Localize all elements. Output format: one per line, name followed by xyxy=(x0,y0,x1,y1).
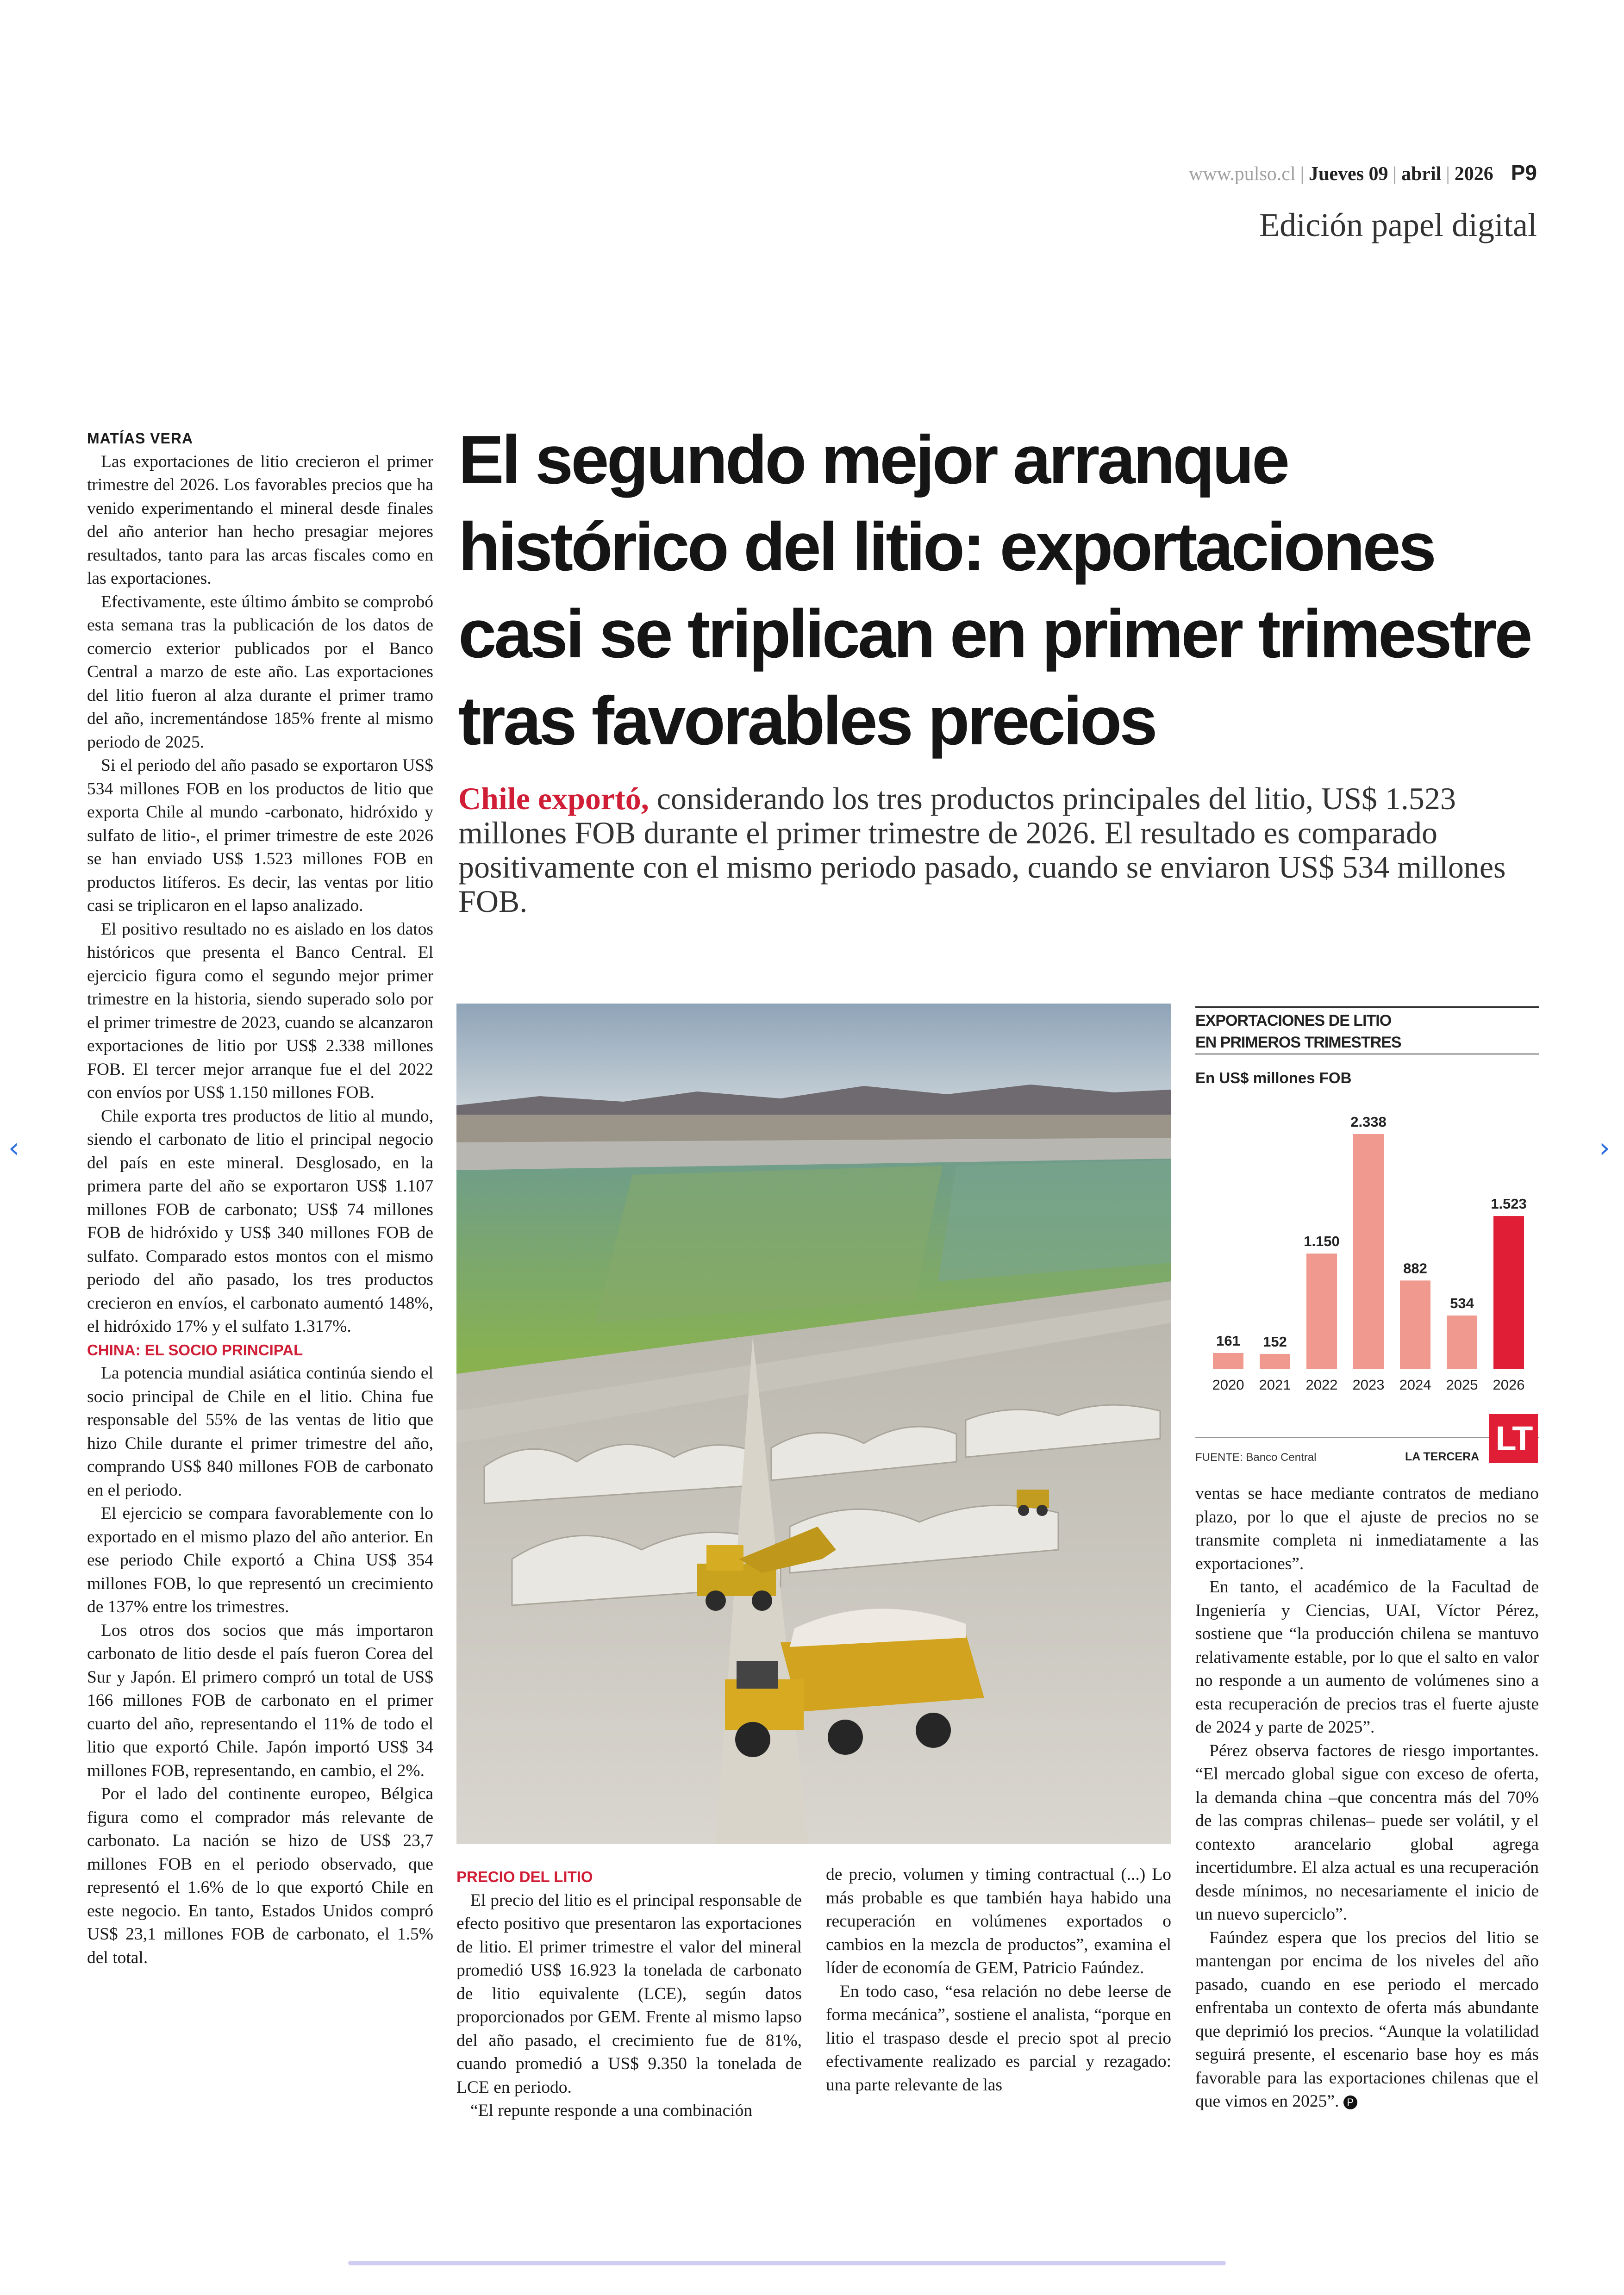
paragraph: El precio del litio es el principal responsable de efecto positivo que presentaron las exportaciones de litio. El primer trimestre el valor del mineral promedió US$ 16.923 la tonelada de carbonato de litio equivalente (LCE), según datos proporcionados por GEM. Frente al mismo lapso del año pasado, el crecimiento fue de 81%, cuando promedió a US$ 9.350 la tonelada de LCE en periodo. xyxy=(456,1890,802,2097)
paragraph: Pérez observa factores de riesgo importantes. “El mercado global sigue con exceso de oferta, la demanda china –que concentra más del 70% de las compras chilenas– puede ser volátil, y el contexto arancelario global agrega incertidumbre. El alza actual es una recuperación desde mínimos, no necesariamente el inicio de un nuevo superciclo”. xyxy=(1195,1741,1539,1924)
quote-close: ”. xyxy=(1327,2092,1339,2111)
value-label-2023: 2.338 xyxy=(1350,1114,1387,1130)
chart-brand: LA TERCERA xyxy=(1405,1450,1480,1463)
paragraph: Las exportaciones de litio crecieron el primer trimestre del 2026. Los favorables precios que ha venido experimentando el mineral desde finales del año anterior han hecho presagiar mejores resultados, tanto para las arcas fiscales como en las exportaciones. xyxy=(87,452,433,588)
folio-month: abril xyxy=(1401,163,1442,185)
byline: MATÍAS VERA xyxy=(87,430,194,447)
paragraph-text: En tanto, el académico de la Facultad de Ingeniería y Ciencias, UAI, Víctor Pérez, sostiene que “la producción chilena se mantuvo relativamente estable, por lo que el salto en valor no responde a un aumento de volúmenes sino a esta recuperación de precios tras el fuerte ajuste de 2024 y parte de 2025 xyxy=(1195,1578,1539,1737)
next-page-arrow-icon[interactable]: › xyxy=(1599,1132,1610,1164)
value-label-2020: 161 xyxy=(1216,1333,1240,1349)
value-label-2026: 1.523 xyxy=(1491,1196,1527,1212)
bar-2023 xyxy=(1353,1134,1384,1369)
chart-top-rule xyxy=(1195,1006,1539,1008)
paragraph: Si el periodo del año pasado se exportaron US$ 534 millones FOB en los productos de litio que exporta Chile al mundo -carbonato, hidróxido y sulfato de litio-, el primer trimestre de este 2026 se han enviado US$ 1.523 millones FOB en productos litíferos. Es decir, las ventas por litio casi se triplicaron en el lapso analizado. xyxy=(87,756,433,915)
paragraph: El positivo resultado no es aislado en los datos históricos que presenta el Banco Central. El ejercicio figura como el segundo mejor primer trimestre en la historia, siendo superado solo por el primer trimestre de 2023, cuando se alcanzaron exportaciones de litio por US$ 2.338 millones FOB. El tercer mejor arranque fue el del 2022 con envíos por US$ 1.150 millones FOB. xyxy=(87,919,433,1102)
paragraph: Efectivamente, este último ámbito se comprobó esta semana tras la publicación de los datos de comercio exterior publicados por el Banco Central a marzo de este año. Las exportaciones del litio fueron al alza durante el primer tramo del año, incrementándose 185% frente al mismo periodo de 2025. xyxy=(87,592,433,752)
bar-2024 xyxy=(1400,1280,1430,1369)
la-tercera-logo: LT xyxy=(1489,1414,1538,1463)
paragraph: Los otros dos socios que más importaron carbonato de litio desde el país fueron Corea del Sur y Japón. El primero compró un total de US$ 166 millones FOB de carbonato en el primer cuarto del año, representando el 11% de todo el litio que exportó Chile. Japón importó US$ 34 millones FOB, representando, en cambio, el 2%. xyxy=(87,1621,433,1780)
page-number: P9 xyxy=(1511,161,1537,185)
horizontal-scrollbar[interactable] xyxy=(348,2261,1226,2265)
chart-unit-label: En US$ millones FOB xyxy=(1195,1069,1352,1086)
chart-bottom-rule xyxy=(1195,1437,1539,1438)
folio-year: 2026 xyxy=(1454,163,1493,185)
column-3 xyxy=(826,1863,1171,2097)
paragraph xyxy=(1195,1576,1539,1740)
chart-title-line-1: EXPORTACIONES DE LITIO xyxy=(1195,1012,1392,1029)
category-label-2023: 2023 xyxy=(1352,1377,1385,1393)
chart-source: FUENTE: Banco Central xyxy=(1195,1451,1317,1464)
lede-rest: considerando los tres productos principales del litio, US$ 1.523 millones FOB durante el primer trimestre de 2026. El resultado es comparado positivamente con el mismo periodo pasado, cuando se enviaron US$ 534 millones FOB. xyxy=(458,781,1506,919)
value-label-2021: 152 xyxy=(1263,1333,1287,1350)
category-label-2022: 2022 xyxy=(1305,1377,1338,1393)
bar-2025 xyxy=(1447,1316,1477,1369)
bar-2020 xyxy=(1213,1353,1243,1369)
category-label-2020: 2020 xyxy=(1212,1377,1244,1393)
headline: El segundo mejor arranque histórico del litio: exportaciones casi se triplican en primer trimestre tras favorables precios xyxy=(458,422,1530,759)
folio-day: Jueves 09 xyxy=(1309,163,1388,185)
column-1 xyxy=(87,427,433,1970)
paragraph-text: Faúndez espera que los precios del litio se mantengan por encima de los niveles del año pasado, cuando en ese periodo el mercado enfrentaba un contexto de oferta más abundante que deprimió los precios. “Aunque la volatilidad seguirá presente, el escenario base hoy es más favorable para las exportaciones chilenas que el que vimos en 2025 xyxy=(1195,1928,1539,2111)
site-url: www.pulso.cl xyxy=(1189,163,1296,185)
paragraph: Chile exporta tres productos de litio al mundo, siendo el carbonato de litio el principal negocio del país en este mineral. Desglosado, en la primera parte del año se exportaron US$ 1.107 millones FOB de carbonato; US$ 74 millones FOB de hidróxido y US$ 340 millones FOB de sulfato. Comparado estos montos con el mismo periodo del año pasado, los tres productos crecieron en envíos, el carbonato aumentó 148%, el hidróxido 17% y el sulfato 1.317%. xyxy=(87,1106,433,1336)
paragraph: La potencia mundial asiática continúa siendo el socio principal de Chile en el litio. China fue responsable del 55% de las ventas de litio que hizo Chile durante el primer trimestre del año, comprando US$ 840 millones FOB de carbonato en el periodo. xyxy=(87,1364,433,1500)
value-label-2024: 882 xyxy=(1403,1260,1427,1277)
page-folio: www.pulso.cl | Jueves 09 | abril | 2026 P9 xyxy=(1189,161,1537,185)
bar-2026 xyxy=(1493,1216,1524,1369)
category-label-2026: 2026 xyxy=(1493,1377,1525,1393)
category-label-2024: 2024 xyxy=(1399,1377,1431,1393)
prev-page-arrow-icon[interactable]: ‹ xyxy=(8,1132,19,1164)
column-4 xyxy=(1195,1482,1539,2114)
paragraph: En todo caso, “esa relación no debe leerse de forma mecánica”, sostiene el analista, “porque en litio el traspaso desde el precio spot al precio efectivamente realizado es parcial y rezagado: una parte relevante de las xyxy=(826,1982,1171,2095)
quote-close: ”. xyxy=(1362,1718,1375,1737)
value-label-2025: 534 xyxy=(1450,1295,1474,1311)
category-label-2025: 2025 xyxy=(1446,1377,1478,1393)
bar-2022 xyxy=(1306,1254,1337,1369)
lithium-exports-bar-chart xyxy=(1195,1092,1539,1398)
paragraph: Por el lado del continente europeo, Bélgica figura como el comprador más relevante de carbonato. La nación se hizo de US$ 23,7 millones FOB en el periodo observado, que representó el 1.6% de lo que exportó Chile en este negocio. En tanto, Estados Unidos compró US$ 23,1 millones FOB de carbonato, el 1.5% del total. xyxy=(87,1784,433,1967)
paragraph: de precio, volumen y timing contractual (...) Lo más probable es que también haya habido una recuperación en volúmenes exportados o cambios en la mezcla de productos”, examina el líder de economía de GEM, Patricio Faúndez. xyxy=(826,1865,1171,1977)
paragraph: ventas se hace mediante contratos de mediano plazo, por lo que el ajuste de precios no se transmite completa ni inmediatamente a las exportaciones”. xyxy=(1195,1484,1539,1573)
bar-2021 xyxy=(1260,1354,1290,1369)
paragraph xyxy=(1195,1927,1539,2114)
value-label-2022: 1.150 xyxy=(1304,1233,1340,1250)
category-label-2021: 2021 xyxy=(1259,1377,1291,1393)
lede xyxy=(458,781,1542,918)
edition-label: Edición papel digital xyxy=(1259,206,1537,243)
subhead-precio: PRECIO DEL LITIO xyxy=(456,1868,593,1885)
end-mark-icon: P xyxy=(1343,2095,1357,2109)
chart-title xyxy=(1195,1010,1539,1054)
paragraph: El ejercicio se compara favorablemente con lo exportado en el mismo plazo del año anterior. En ese periodo Chile exportó a China US$ 354 millones FOB, lo que representó un crecimiento de 137% entre los trimestres. xyxy=(87,1504,433,1616)
column-2 xyxy=(456,1865,802,2123)
chart-title-line-2: EN PRIMEROS TRIMESTRES xyxy=(1195,1034,1401,1051)
subhead-china: CHINA: EL SOCIO PRINCIPAL xyxy=(87,1341,303,1359)
lithium-evaporation-ponds-photo xyxy=(456,1004,1171,1844)
lede-lead: Chile exportó, xyxy=(458,781,649,816)
paragraph: “El repunte responde a una combinación xyxy=(470,2101,753,2120)
